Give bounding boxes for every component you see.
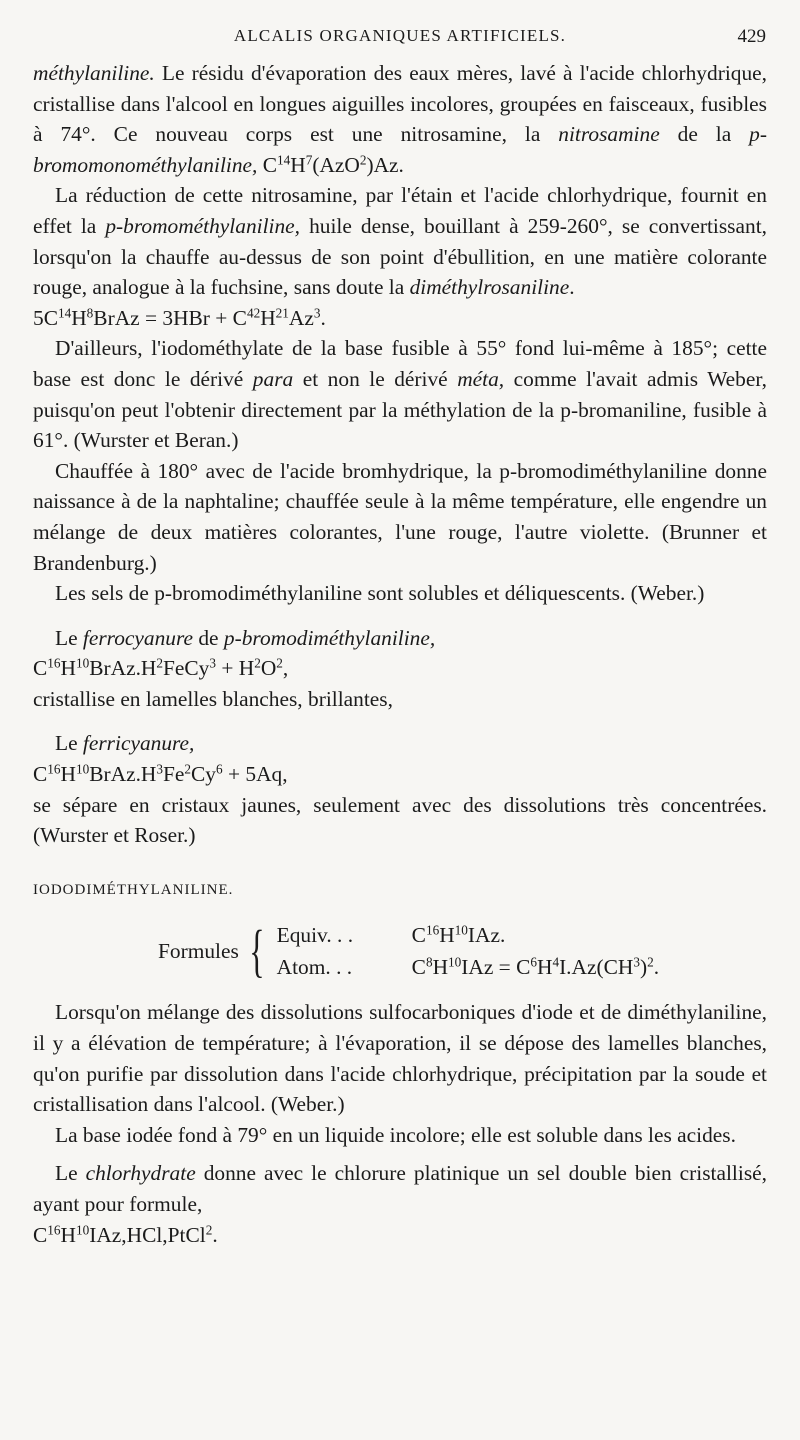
formula-part: C [411,955,426,980]
paragraph-text: donne avec le chlorure platinique un sel double bien cristallisé, ayant pour formule, [33,1161,767,1216]
formula-sup: 2 [156,655,163,671]
italic-term: ferrocyanure [82,625,194,650]
formula-part: C [411,923,426,948]
italic-term: méta, [457,366,505,391]
formula-sup: 8 [425,955,433,971]
formula-sup: 2 [205,1222,213,1238]
formula-part: BrAz = 3HBr + C [93,305,247,330]
formula-sup: 2 [647,955,654,971]
formula-sup: 8 [86,305,94,321]
equation-rosaniline [33,303,767,334]
formulas-lines [277,919,659,983]
formula-sup: 42 [246,305,261,321]
formula-sup: 16 [47,1222,61,1238]
italic-term: diméthylrosaniline [409,275,570,300]
formula-part: I.Az(CH [559,955,634,980]
formula-sup: 6 [530,955,537,971]
paragraph-text: Le [55,625,83,650]
paragraph-ferricyanide [33,728,767,759]
formula-part: BrAz.H [89,762,157,787]
formula-sup: 10 [448,955,462,971]
equation-platinum-salt [33,1220,767,1251]
formula-sup: 2 [276,655,283,671]
italic-term: méthylaniline. [33,61,155,85]
paragraph-preparation: Lorsqu'on mélange des dissolutions sulfocarboniques d'iode et de diméthylaniline, il y a élévation de température; à l'évaporation, il se dépose des lamelles blanches, qu'on purifie par dissolution dans l'acide chlorhydrique, précipitation par la soude et cristallisation dans l'alcool. (Weber.) [33,1000,767,1117]
paragraph-iodomethylate [33,333,767,455]
italic-term: ferricyanure, [82,731,195,756]
formula-sup: 6 [216,761,223,777]
formula-part: . [653,955,660,980]
equiv-label: Equiv. . . [276,923,354,948]
formula-part: H [536,955,553,980]
formula-sup: 3 [633,955,640,971]
formula-part: . [320,305,326,330]
formula-sup: 16 [47,761,61,777]
paragraph-salts: Les sels de p-bromodiméthylaniline sont solubles et déliquescents. (Weber.) [55,581,705,606]
formula-part: IAz,HCl,PtCl [89,1222,206,1247]
paragraph-text: Le [55,1161,86,1186]
italic-term: para [252,366,294,391]
formula-sup: 14 [57,305,72,321]
formula-sup: 10 [75,761,90,777]
formula-part: C [33,762,48,787]
formula-part: H [290,152,306,177]
formula-part: Cy [191,762,216,787]
formulas-block [158,919,767,983]
formula-part: C [257,152,277,177]
formula-sup: 3 [313,305,321,321]
formula-sup: 10 [454,923,468,939]
formula-part: , [282,656,289,681]
paragraph-ferrocyanide [33,623,767,654]
formula-part: IAz. [467,923,506,948]
formula-part: (AzO [312,152,360,177]
formula-part: )Az. [366,152,404,177]
formula-part: FeCy [163,656,210,681]
paragraph-heating: Chauffée à 180° avec de l'acide bromhydrique, la p-bromodiméthylaniline donne naissance à de la naphtaline; chauffée seule à la même température, elle engendre un mélange de deux matières colorantes, l'une rouge, l'autre violette. (Brunner et Brandenburg.) [33,458,767,575]
formula-part: + 5Aq, [222,762,288,787]
page-header [30,26,770,54]
formula-part: H [432,955,449,980]
formula-part: Az [288,305,314,330]
formula-part: H [260,305,276,330]
equation-ferricyanide [33,759,767,790]
formula-sup: 10 [75,1222,90,1238]
formula-part: BrAz.H [89,656,157,681]
formula-sup: 2 [184,761,192,777]
paragraph-text: Le [55,731,83,756]
formula-part: IAz = C [461,955,531,980]
formula-sup: 10 [75,655,90,671]
paragraph-text: D'ailleurs, l'iodométhylate de la base fusible à 55° fond lui-même à 185°; cette base est donc le dérivé [33,336,767,391]
formula-sup: 16 [47,655,61,671]
formula-sup: 21 [275,305,289,321]
formula-part: C [33,656,48,681]
formula-sup: 3 [209,655,216,671]
paragraph-text: La réduction de cette nitrosamine, par l'étain et l'acide chlorhydrique, fournit en effet la [33,183,767,238]
paragraph-text: de la [659,122,750,147]
italic-term: nitrosamine [558,122,660,147]
paragraph-yellow-crystals: se sépare en cristaux jaunes, seulement avec des dissolutions très concentrées. (Wurster et Roser.) [33,792,767,848]
formula-atom-row [277,951,659,983]
italic-term: p-bromodiméthylaniline, [223,625,436,650]
formula-sup: 16 [425,923,440,939]
paragraph-reduction [33,180,767,302]
italic-term: chlorhydrate [85,1161,196,1186]
brace-icon: { [249,918,265,984]
atom-label: Atom. . . [276,955,353,980]
formula-part: Fe [163,762,185,787]
paragraph-nitrosamine [33,58,767,180]
formula-part: + H [215,656,255,681]
formula-part: H [60,1222,76,1247]
paragraph-text: et non le dérivé [293,366,458,391]
formula-sup: 14 [277,152,291,168]
formula-part: . [212,1222,218,1247]
formula-part: ) [639,955,648,980]
section-title: IODODIMÉTHYLANILINE. [33,881,234,898]
paragraph-text: huile dense, bouillant à 259-260°, se convertissant, lorsqu'on la chauffe au-dessus de son point d'ébullition, en une matière colorante rouge, analogue à la fuchsine, sans doute la [33,213,767,300]
formula-part: O [260,656,277,681]
formula-part: C [33,1222,48,1247]
running-title: ALCALIS ORGANIQUES ARTIFICIELS. [233,26,567,45]
formula-part: 5C [33,305,58,330]
formula-part: H [71,305,87,330]
paragraph-text: de [193,625,224,650]
formula-equiv-row [277,919,659,951]
formula-sup: 4 [552,955,560,971]
paragraph-text: . [569,275,575,300]
italic-term: p-bromométhylaniline, [105,213,301,238]
paragraph-lamelles: cristallise en lamelles blanches, brillantes, [33,686,393,711]
formula-sup: 7 [305,152,313,168]
formula-part: H [60,656,76,681]
formula-part: H [60,762,76,787]
paragraph-chlorhydrate [33,1158,767,1219]
body-text [33,58,767,1250]
formula-sup: 3 [156,761,163,777]
formula-sup: 2 [254,655,261,671]
paragraph-melting-point: La base iodée fond à 79° en un liquide incolore; elle est soluble dans les acides. [55,1122,736,1147]
equation-ferrocyanide [33,653,767,684]
paragraph-text: Le résidu d'évaporation des eaux mères, lavé à l'acide chlorhydrique, cristallise dans l'alcool en longues aiguilles incolores, groupées en faisceaux, fusibles à 74°. Ce nouveau corps est une nitrosamine, la [33,61,767,147]
formula-part: H [439,923,455,948]
paragraph-text: comme l'avait admis Weber, puisqu'on peut l'obtenir directement par la méthylation de la p-bromaniline, fusible à 61°. (Wurster et Beran.) [33,366,767,453]
page-number: 429 [737,26,766,47]
formulas-label: Formules [158,939,239,964]
italic-term: p-bromomonométhylaniline, [33,122,767,177]
formula-sup: 2 [359,152,367,168]
